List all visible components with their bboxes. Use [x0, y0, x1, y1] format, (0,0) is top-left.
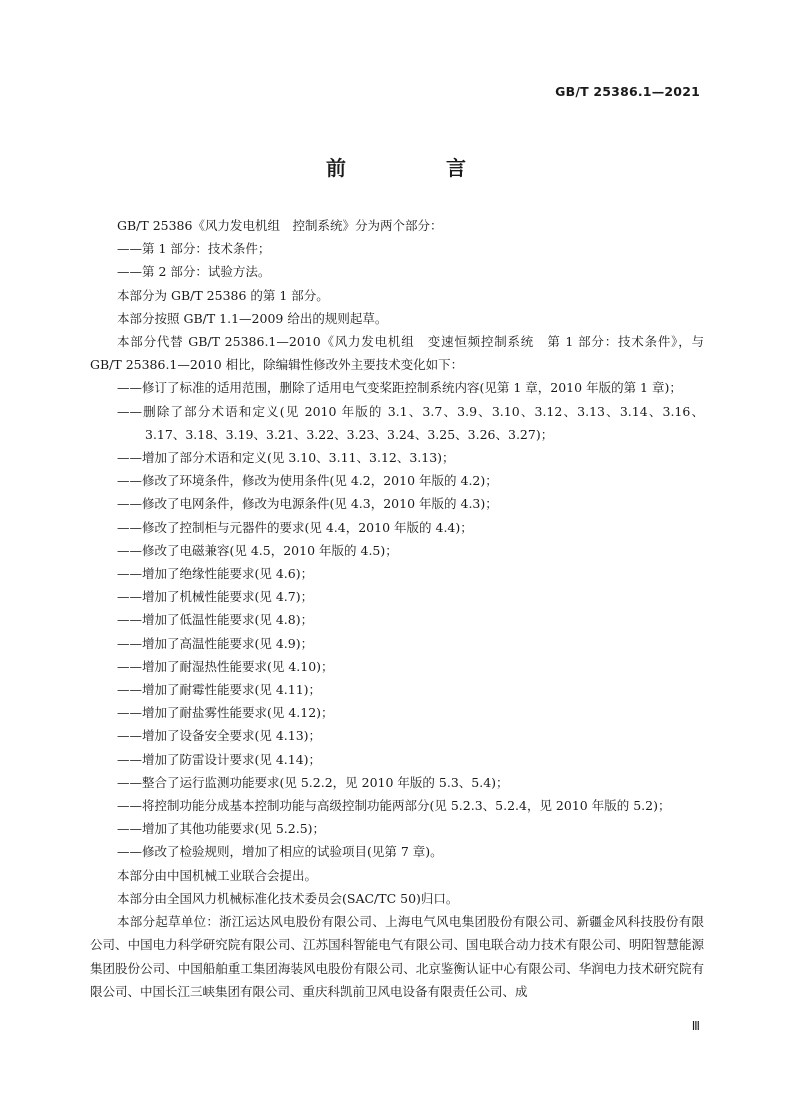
list-item: ——修改了控制柜与元器件的要求(见 4.4，2010 年版的 4.4)； — [117, 519, 473, 535]
paragraph: 本部分代替 GB/T 25386.1—2010《风力发电机组 变速恒频控制系统 第 1 部分：技术条件》，与 GB/T 25386.1—2010 相比，除编辑性修改外主要技术变化如下： — [90, 334, 704, 373]
paragraph: 本部分起草单位：浙江运达风电股份有限公司、上海电气风电集团股份有限公司、新疆金风科技股份有限公司、中国电力科学研究院有限公司、江苏国科智能电气有限公司、国电联合动力技术有限公司、明阳智慧能源集团股份公司、中国船舶重工集团海装风电股份有限公司、北京鉴衡认证中心有限公司、华润电力技术研究院有限公司、中国长江三峡集团有限公司、重庆科凯前卫风电设备有限责任公司、成 — [90, 914, 704, 999]
list-item: ——增加了耐盐雾性能要求(见 4.12)； — [117, 705, 334, 721]
list-item: ——整合了运行监测功能要求(见 5.2.2，见 2010 年版的 5.3、5.4)； — [117, 774, 509, 790]
document-number: GB/T 25386.1—2021 — [555, 84, 700, 99]
list-item: ——修改了检验规则，增加了相应的试验项目(见第 7 章)。 — [117, 844, 443, 860]
page-title: 前 言 — [326, 156, 506, 180]
paragraph: GB/T 25386《风力发电机组 控制系统》分为两个部分： — [117, 218, 443, 233]
list-item: ——增加了设备安全要求(见 4.13)； — [117, 728, 322, 744]
list-item: ——增加了部分术语和定义(见 3.10、3.11、3.12、3.13)； — [117, 450, 455, 466]
paragraph: 本部分由全国风力机械标准化技术委员会(SAC/TC 50)归口。 — [117, 890, 459, 906]
paragraph: 本部分为 GB/T 25386 的第 1 部分。 — [117, 287, 329, 303]
paragraph: 本部分由中国机械工业联合会提出。 — [117, 867, 318, 883]
list-item: ——第 1 部分：技术条件； — [117, 241, 271, 257]
list-item: ——增加了高温性能要求(见 4.9)； — [117, 635, 314, 651]
list-item: ——增加了绝缘性能要求(见 4.6)； — [117, 566, 314, 582]
list-item: ——增加了低温性能要求(见 4.8)； — [117, 612, 314, 628]
list-item: ——增加了耐湿热性能要求(见 4.10)； — [117, 658, 334, 674]
foreword-body — [90, 214, 704, 1003]
list-item: ——增加了机械性能要求(见 4.7)； — [117, 589, 314, 605]
page-number: Ⅲ — [691, 1019, 700, 1033]
list-item: ——删除了部分术语和定义(见 2010 年版的 3.1、3.7、3.9、3.10、3.12、3.13、3.14、3.16、3.17、3.18、3.19、3.21、3.22、3.23、3.24、3.25、3.26、3.27)； — [117, 403, 704, 442]
list-item: ——增加了耐霉性能要求(见 4.11)； — [117, 682, 322, 698]
list-item: ——修改了电网条件，修改为电源条件(见 4.3，2010 年版的 4.3)； — [117, 496, 498, 512]
paragraph: 本部分按照 GB/T 1.1—2009 给出的规则起草。 — [117, 310, 388, 326]
list-item: ——增加了防雷设计要求(见 4.14)； — [117, 751, 322, 767]
list-item: ——修改了环境条件，修改为使用条件(见 4.2，2010 年版的 4.2)； — [117, 473, 498, 489]
list-item: ——修改了电磁兼容(见 4.5，2010 年版的 4.5)； — [117, 542, 398, 558]
list-item: ——第 2 部分：试验方法。 — [117, 264, 271, 280]
list-item: ——修订了标准的适用范围，删除了适用电气变桨距控制系统内容(见第 1 章，2010 年版的第 1 章)； — [117, 380, 682, 396]
list-item: ——将控制功能分成基本控制功能与高级控制功能两部分(见 5.2.3、5.2.4，见 2010 年版的 5.2)； — [117, 798, 671, 814]
list-item: ——增加了其他功能要求(见 5.2.5)； — [117, 821, 326, 837]
